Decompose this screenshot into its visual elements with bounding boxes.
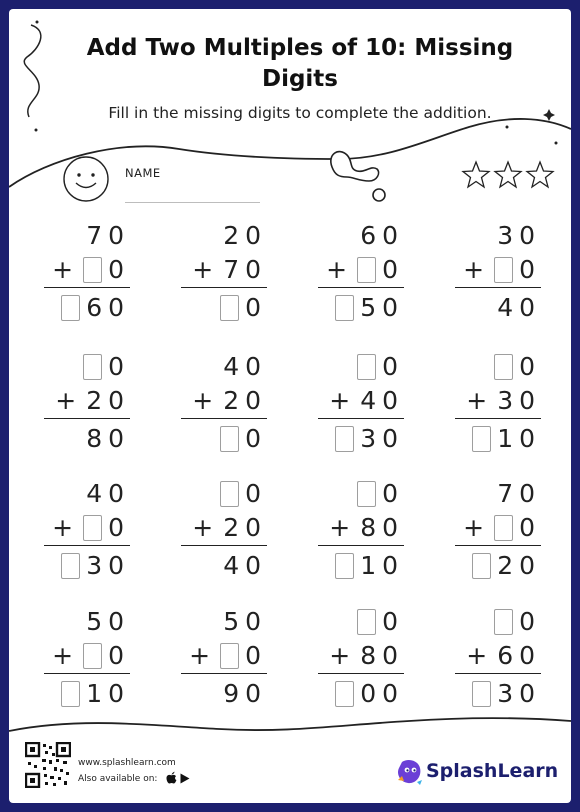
sum-line <box>181 418 267 419</box>
digit: 0 <box>519 255 541 284</box>
answer-box[interactable] <box>61 681 80 707</box>
first-addend <box>86 479 130 509</box>
splashlearn-logo-icon <box>396 758 424 786</box>
digit: 0 <box>108 424 130 453</box>
sum-line <box>318 545 404 546</box>
answer-box[interactable] <box>335 681 354 707</box>
sum-line <box>44 673 130 674</box>
digit: 0 <box>519 607 541 636</box>
sum-row <box>220 424 267 454</box>
sum-line <box>318 287 404 288</box>
digit: 5 <box>86 607 109 636</box>
first-addend <box>357 352 404 382</box>
sum-line <box>455 545 541 546</box>
second-addend <box>192 386 267 416</box>
addition-problem <box>455 221 545 331</box>
digit: 4 <box>497 293 520 322</box>
digit: 0 <box>108 551 130 580</box>
digit: 9 <box>223 679 246 708</box>
first-addend <box>220 479 267 509</box>
digit: 0 <box>108 607 130 636</box>
sum-line <box>181 673 267 674</box>
answer-box[interactable] <box>472 553 491 579</box>
answer-box[interactable] <box>61 553 80 579</box>
sum-row <box>220 293 267 323</box>
second-addend <box>466 641 541 671</box>
digit: 0 <box>108 513 130 542</box>
second-addend <box>192 255 267 285</box>
digit: 5 <box>223 607 246 636</box>
digit: 0 <box>382 607 404 636</box>
digit: 1 <box>497 424 520 453</box>
digit: 3 <box>86 551 109 580</box>
first-addend <box>357 607 404 637</box>
addition-problem <box>318 607 408 717</box>
first-addend <box>86 221 130 251</box>
digit: 0 <box>245 607 267 636</box>
digit: 6 <box>497 641 520 670</box>
first-addend <box>223 607 267 637</box>
first-addend <box>360 221 404 251</box>
first-addend <box>357 479 404 509</box>
digit: 8 <box>360 641 383 670</box>
second-addend <box>326 255 404 285</box>
sum-row <box>472 679 541 709</box>
digit: 0 <box>519 679 541 708</box>
digit: 0 <box>245 352 267 381</box>
digit: 0 <box>360 679 383 708</box>
digit: 2 <box>223 513 246 542</box>
answer-box[interactable] <box>335 426 354 452</box>
digit: 0 <box>108 293 130 322</box>
answer-box[interactable] <box>220 643 239 669</box>
answer-box[interactable] <box>220 295 239 321</box>
plus-sign: + <box>192 513 214 542</box>
digit: 0 <box>382 386 404 415</box>
first-addend <box>494 352 541 382</box>
website-link[interactable]: www.splashlearn.com <box>78 758 176 768</box>
name-label: NAME <box>125 166 161 180</box>
digit: 0 <box>519 479 541 508</box>
digit: 0 <box>519 221 541 250</box>
second-addend <box>463 513 541 543</box>
digit: 3 <box>497 386 520 415</box>
second-addend <box>192 513 267 543</box>
brand-name: SplashLearn <box>426 760 559 782</box>
first-addend <box>223 221 267 251</box>
plus-sign: + <box>192 386 214 415</box>
qr-code-icon <box>25 742 71 788</box>
digit: 0 <box>382 513 404 542</box>
digit: 0 <box>519 293 541 322</box>
apple-icon[interactable] <box>166 771 177 784</box>
worksheet <box>9 9 571 803</box>
sum-line <box>181 287 267 288</box>
digit: 4 <box>360 386 383 415</box>
addition-problem <box>318 352 408 462</box>
digit: 0 <box>245 255 267 284</box>
answer-box[interactable] <box>83 354 102 380</box>
sum-row <box>223 551 267 581</box>
plus-sign: + <box>192 255 214 284</box>
plus-sign: + <box>189 641 211 670</box>
digit: 6 <box>86 293 109 322</box>
digit: 2 <box>223 221 246 250</box>
answer-box[interactable] <box>220 481 239 507</box>
digit: 8 <box>360 513 383 542</box>
plus-sign: + <box>466 641 488 670</box>
digit: 0 <box>382 551 404 580</box>
first-addend <box>223 352 267 382</box>
play-store-icon[interactable] <box>180 773 190 784</box>
page-title: Add Two Multiples of 10: Missing Digits <box>86 35 514 92</box>
second-addend <box>52 641 130 671</box>
sum-line <box>318 418 404 419</box>
digit: 0 <box>245 479 267 508</box>
addition-problem <box>44 221 134 331</box>
sum-row <box>335 424 404 454</box>
sum-line <box>181 545 267 546</box>
sum-row <box>335 551 404 581</box>
digit: 0 <box>245 679 267 708</box>
digit: 8 <box>86 424 109 453</box>
digit: 0 <box>382 424 404 453</box>
digit: 2 <box>223 386 246 415</box>
addition-problem <box>181 607 271 717</box>
plus-sign: + <box>463 513 485 542</box>
digit: 4 <box>86 479 109 508</box>
digit: 0 <box>245 221 267 250</box>
answer-box[interactable] <box>472 681 491 707</box>
digit: 0 <box>108 479 130 508</box>
sum-row <box>497 293 541 323</box>
digit: 0 <box>519 513 541 542</box>
answer-box[interactable] <box>357 257 376 283</box>
first-addend <box>86 607 130 637</box>
answer-box[interactable] <box>357 609 376 635</box>
sum-row <box>335 293 404 323</box>
digit: 0 <box>519 641 541 670</box>
digit: 3 <box>360 424 383 453</box>
digit: 0 <box>519 352 541 381</box>
answer-box[interactable] <box>83 643 102 669</box>
plus-sign: + <box>52 641 74 670</box>
digit: 7 <box>86 221 109 250</box>
answer-box[interactable] <box>335 553 354 579</box>
digit: 3 <box>497 221 520 250</box>
answer-box[interactable] <box>472 426 491 452</box>
plus-sign: + <box>329 641 351 670</box>
sum-row <box>223 679 267 709</box>
addition-problem <box>44 352 134 462</box>
second-addend <box>329 386 404 416</box>
sum-row <box>86 424 130 454</box>
sum-row <box>335 679 404 709</box>
digit: 0 <box>382 352 404 381</box>
answer-box[interactable] <box>494 257 513 283</box>
sum-line <box>44 418 130 419</box>
digit: 1 <box>86 679 109 708</box>
second-addend <box>329 513 404 543</box>
addition-problem <box>455 479 545 589</box>
addition-problem <box>181 221 271 331</box>
digit: 2 <box>497 551 520 580</box>
plus-sign: + <box>466 386 488 415</box>
first-addend <box>497 479 541 509</box>
digit: 0 <box>108 386 130 415</box>
sum-line <box>44 287 130 288</box>
digit: 0 <box>382 255 404 284</box>
digit: 2 <box>86 386 109 415</box>
addition-problem <box>44 479 134 589</box>
answer-box[interactable] <box>494 515 513 541</box>
sum-row <box>61 551 130 581</box>
digit: 0 <box>245 424 267 453</box>
digit: 0 <box>108 255 130 284</box>
first-addend <box>494 607 541 637</box>
answer-box[interactable] <box>494 354 513 380</box>
digit: 0 <box>245 293 267 322</box>
second-addend <box>329 641 404 671</box>
digit: 0 <box>382 293 404 322</box>
answer-box[interactable] <box>83 257 102 283</box>
digit: 0 <box>108 352 130 381</box>
plus-sign: + <box>463 255 485 284</box>
addition-problem <box>181 352 271 462</box>
sum-row <box>61 293 130 323</box>
answer-box[interactable] <box>61 295 80 321</box>
digit: 0 <box>108 221 130 250</box>
digit: 0 <box>382 479 404 508</box>
addition-problem <box>455 607 545 717</box>
sum-line <box>44 545 130 546</box>
plus-sign: + <box>52 255 74 284</box>
digit: 0 <box>245 513 267 542</box>
first-addend <box>83 352 130 382</box>
sum-line <box>455 673 541 674</box>
second-addend <box>466 386 541 416</box>
digit: 0 <box>382 221 404 250</box>
answer-box[interactable] <box>220 426 239 452</box>
addition-problem <box>181 479 271 589</box>
answer-box[interactable] <box>357 354 376 380</box>
answer-box[interactable] <box>83 515 102 541</box>
digit: 4 <box>223 352 246 381</box>
second-addend <box>189 641 267 671</box>
digit: 0 <box>382 641 404 670</box>
addition-problem <box>455 352 545 462</box>
digit: 0 <box>245 641 267 670</box>
plus-sign: + <box>326 255 348 284</box>
problem-grid <box>9 9 571 803</box>
digit: 4 <box>223 551 246 580</box>
sum-line <box>318 673 404 674</box>
plus-sign: + <box>52 513 74 542</box>
digit: 7 <box>223 255 246 284</box>
digit: 0 <box>245 386 267 415</box>
sum-row <box>472 551 541 581</box>
sum-line <box>455 287 541 288</box>
answer-box[interactable] <box>357 481 376 507</box>
answer-box[interactable] <box>494 609 513 635</box>
addition-problem <box>318 221 408 331</box>
second-addend <box>52 513 130 543</box>
digit: 6 <box>360 221 383 250</box>
second-addend <box>55 386 130 416</box>
digit: 0 <box>519 386 541 415</box>
plus-sign: + <box>55 386 77 415</box>
addition-problem <box>44 607 134 717</box>
digit: 0 <box>519 551 541 580</box>
first-addend <box>497 221 541 251</box>
digit: 1 <box>360 551 383 580</box>
sum-row <box>61 679 130 709</box>
instructions: Fill in the missing digits to complete the addition. <box>108 104 492 122</box>
second-addend <box>463 255 541 285</box>
addition-problem <box>318 479 408 589</box>
digit: 0 <box>245 551 267 580</box>
plus-sign: + <box>329 513 351 542</box>
second-addend <box>52 255 130 285</box>
digit: 7 <box>497 479 520 508</box>
digit: 0 <box>108 641 130 670</box>
digit: 0 <box>519 424 541 453</box>
digit: 5 <box>360 293 383 322</box>
digit: 3 <box>497 679 520 708</box>
available-on-text: Also available on: <box>78 774 158 784</box>
digit: 0 <box>108 679 130 708</box>
digit: 0 <box>382 679 404 708</box>
sum-row <box>472 424 541 454</box>
plus-sign: + <box>329 386 351 415</box>
sum-line <box>455 418 541 419</box>
answer-box[interactable] <box>335 295 354 321</box>
